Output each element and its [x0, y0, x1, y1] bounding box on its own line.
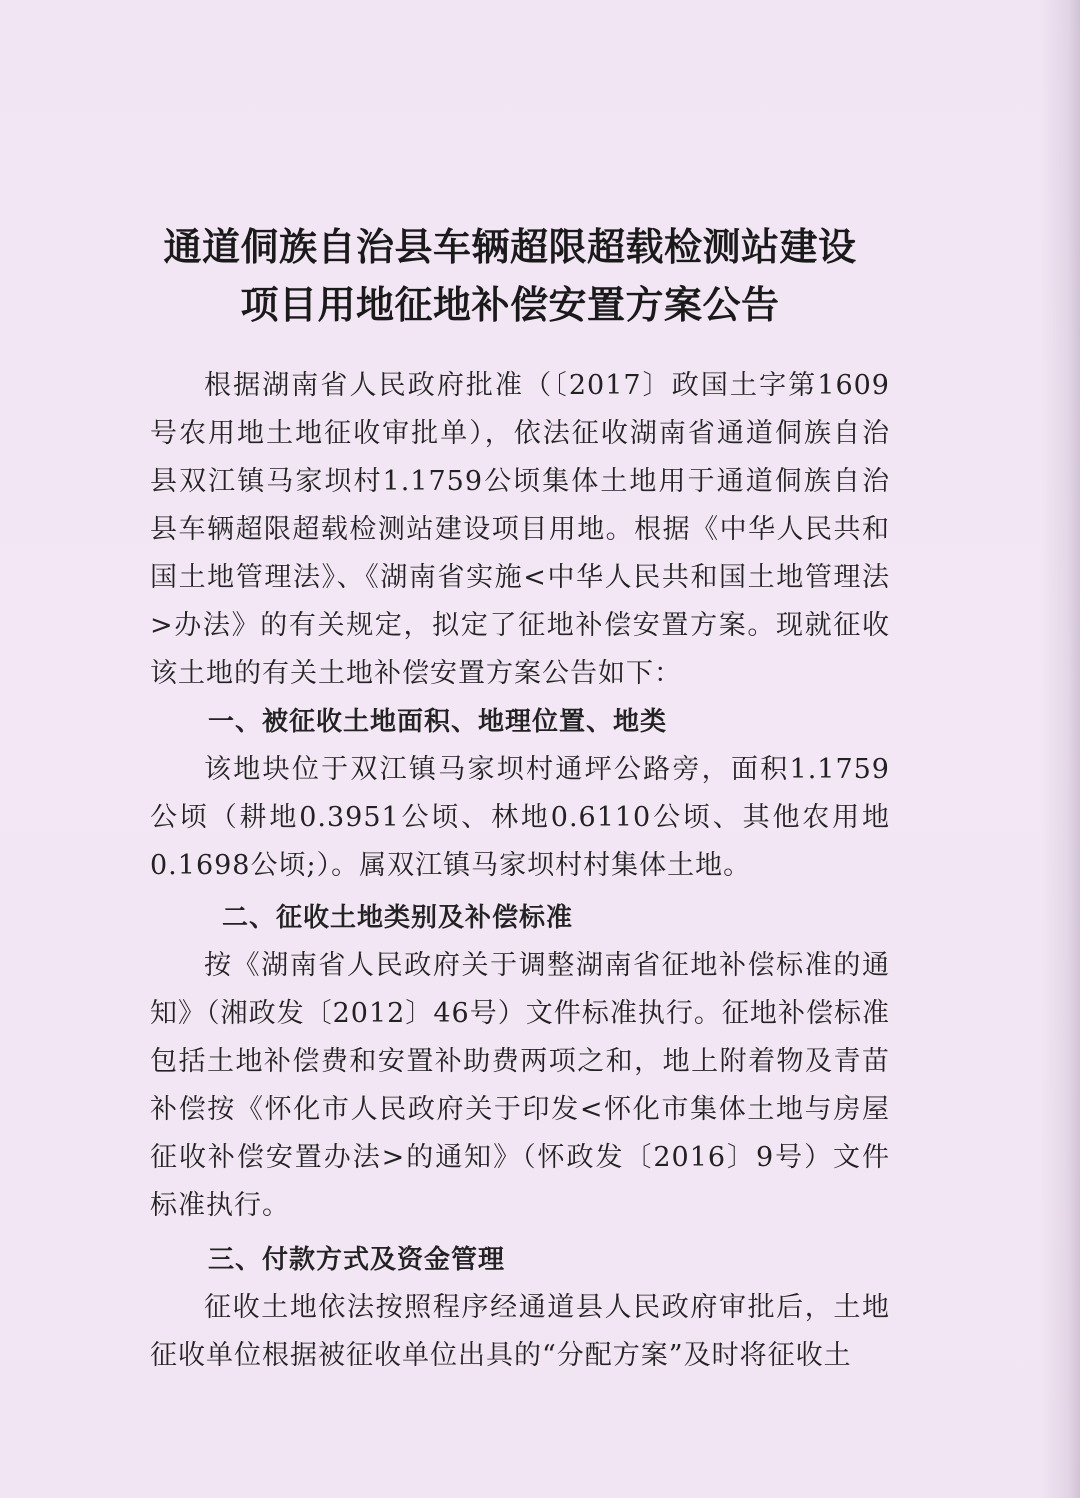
page-edge-shadow — [1040, 0, 1080, 1498]
title-line-2: 项目用地征地补偿安置方案公告 — [240, 283, 780, 327]
section-3-paragraph: 征收土地依法按照程序经通道县人民政府审批后，土地征收单位根据被征收单位出具的“分配方案”及时将征收土 — [150, 1292, 890, 1371]
section-3-heading: 三、付款方式及资金管理 — [208, 1245, 506, 1275]
intro-paragraph: 根据湖南省人民政府批准（〔2017〕政国土字第1609号农用地土地征收审批单），依法征收湖南省通道侗族自治县双江镇马家坝村1.1759公顷集体土地用于通道侗族自治县车辆超限超载检测站建设项目用地。根据《中华人民共和国土地管理法》、《湖南省实施<中华人民共和国土地管理法>办法》的有关规定，拟定了征地补偿安置方案。现就征收该土地的有关土地补偿安置方案公告如下： — [150, 370, 890, 689]
section-1-paragraph: 该地块位于双江镇马家坝村通坪公路旁，面积1.1759公顷（耕地0.3951公顷、林地0.6110公顷、其他农用地0.1698公顷;）。属双江镇马家坝村村集体土地。 — [150, 754, 890, 881]
section-1-heading: 一、被征收土地面积、地理位置、地类 — [208, 707, 668, 737]
section-2-heading: 二、征收土地类别及补偿标准 — [222, 903, 574, 933]
title-line-1: 通道侗族自治县车辆超限超载检测站建设 — [163, 225, 857, 269]
section-2-paragraph: 按《湖南省人民政府关于调整湖南省征地补偿标准的通知》（湘政发〔2012〕46号）文件标准执行。征地补偿标准包括土地补偿费和安置补助费两项之和，地上附着物及青苗补偿按《怀化市人民政府关于印发<怀化市集体土地与房屋征收补偿安置办法>的通知》（怀政发〔2016〕9号）文件标准执行。 — [150, 950, 890, 1221]
document-title — [100, 218, 920, 334]
document-body — [150, 362, 890, 1380]
